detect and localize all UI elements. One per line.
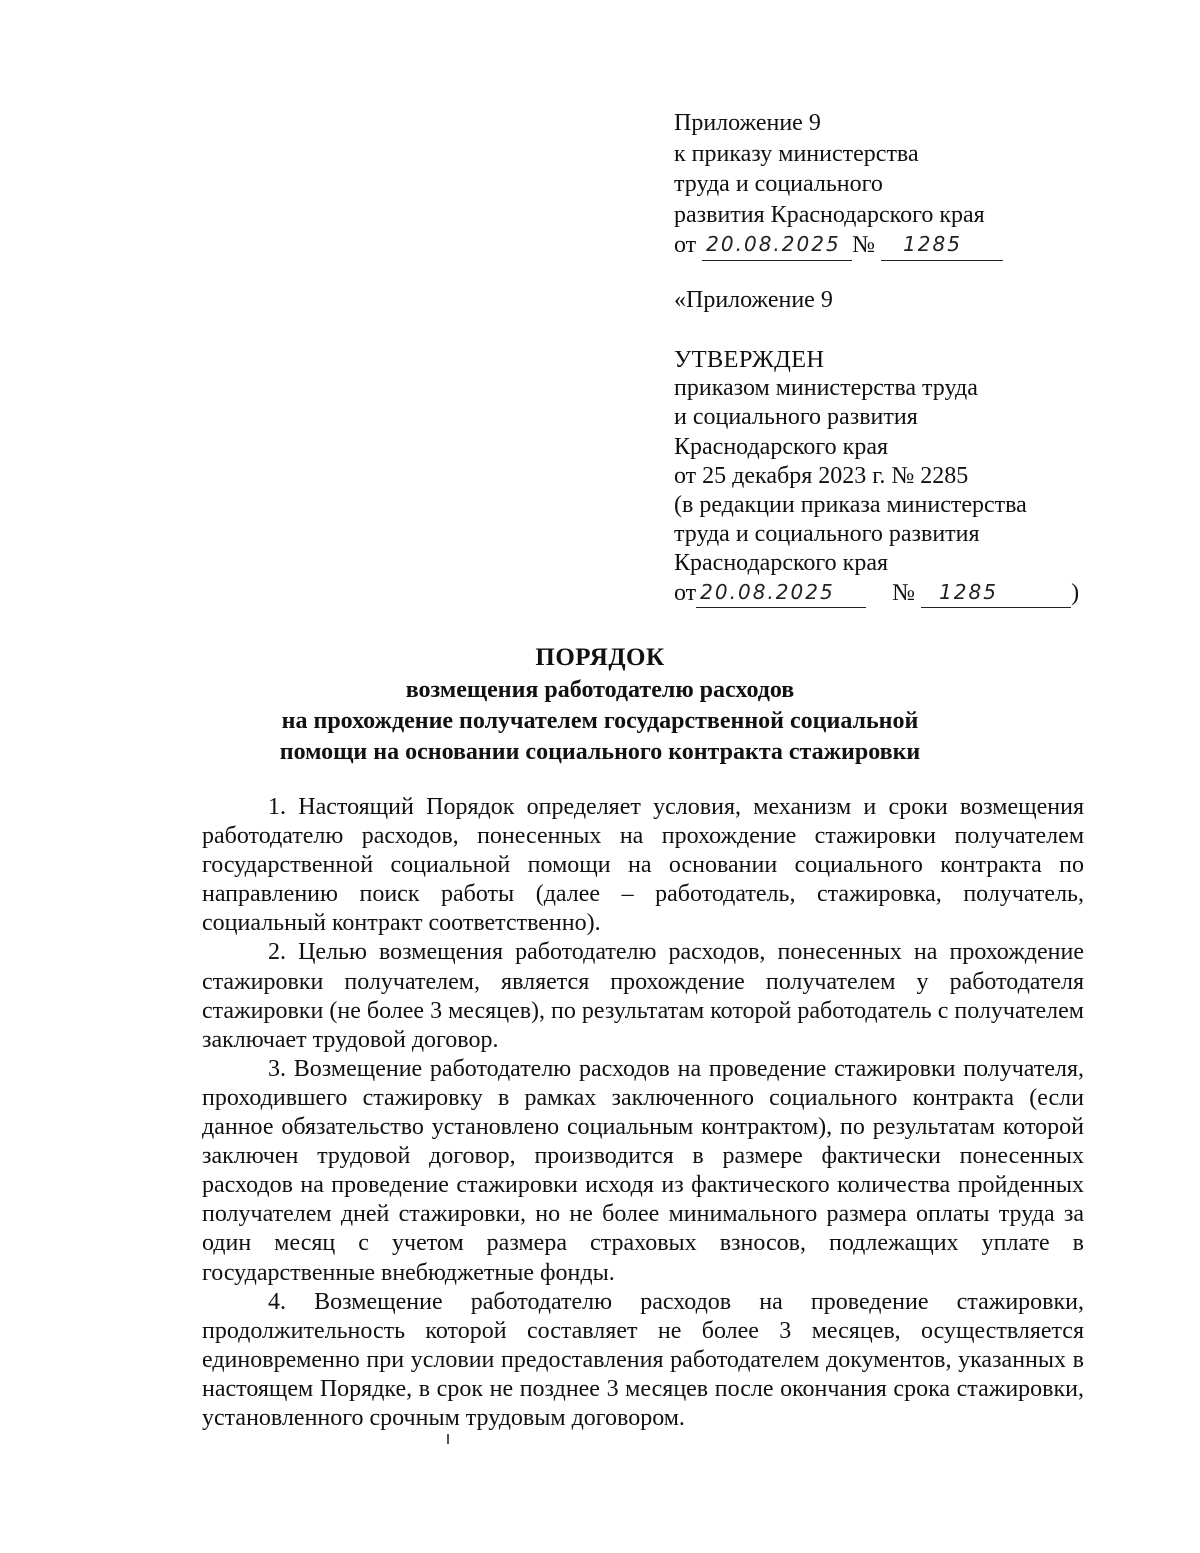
quoted-appendix: «Приложение 9 <box>674 287 833 313</box>
scan-speck <box>447 1434 449 1444</box>
number-sign: № <box>852 232 876 258</box>
document-subtitle-line3: помощи на основании социального контракта стажировки <box>279 739 921 765</box>
document-subtitle-line2: на прохождение получателем государственной социальной <box>281 708 919 734</box>
appendix-date-number <box>674 230 1094 261</box>
approval-line: и социального развития <box>674 404 918 431</box>
appendix-ministry-line1: труда и социального <box>674 171 883 197</box>
approval-line: (в редакции приказа министерства <box>674 492 1027 519</box>
paragraph-3: 3. Возмещение работодателю расходов на проведение стажировки получателя, проходившего стажировку в рамках заключенного социального контракта (если данное обязательство установлено социальным контрактом), по результатам которой заключен трудовой договор, производится в размере фактически понесенных расходов на проведение стажировки исходя из фактического количества пройденных получателем дней стажировки, но не более минимального размера оплаты труда за один месяц с учетом размера страховых взносов, подлежащих уплате в государственные внебюджетные фонды. <box>202 1055 1084 1286</box>
document-subtitle-line1: возмещения работодателю расходов <box>405 677 795 703</box>
approval-number-sign: № <box>892 579 916 606</box>
approval-line: труда и социального развития <box>674 521 980 548</box>
handwritten-number: 1285 <box>903 232 962 256</box>
approval-line: Краснодарского края <box>674 433 889 460</box>
date-prefix: от <box>674 232 697 258</box>
approval-line: Краснодарского края <box>674 550 889 577</box>
document-title-block <box>0 641 1200 768</box>
approval-date-number <box>674 579 1114 608</box>
number-fill-line <box>881 232 1003 261</box>
paragraph-4: 4. Возмещение работодателю расходов на проведение стажировки, продолжительность которой составляет не более 3 месяцев, осуществляется единовременно при условии предоставления работодателем документов, указанных в настоящем Порядке, в срок не позднее 3 месяцев после окончания срока стажировки, установленного срочным трудовым договором. <box>202 1288 1084 1431</box>
approval-close-paren: ) <box>1071 579 1080 606</box>
paragraph-1: 1. Настоящий Порядок определяет условия, механизм и сроки возмещения работодателю расходов, понесенных на прохождение стажировки получателем государственной социальной помощи на основании социального контракта по направлению поиск работы (далее – работодатель, стажировка, получатель, социальный контракт соответственно). <box>202 794 1084 937</box>
approved-stamp-text: УТВЕРЖДЕН <box>674 346 825 373</box>
handwritten-date: 20.08.2025 <box>706 232 841 256</box>
approval-line: приказом министерства труда <box>674 375 978 402</box>
approval-number-fill-line <box>921 579 1071 608</box>
appendix-title: Приложение 9 <box>674 110 821 136</box>
document-title: ПОРЯДОК <box>535 644 665 671</box>
document-body <box>202 793 1084 1433</box>
paragraph-2: 2. Целью возмещения работодателю расходов, понесенных на прохождение стажировки получателем, является прохождение получателем у работодателя стажировки (не более 3 месяцев), по результатам которой работодатель с получателем заключает трудовой договор. <box>202 939 1084 1053</box>
approval-line: от 25 декабря 2023 г. № 2285 <box>674 462 969 489</box>
approval-date-fill-line <box>696 579 866 608</box>
approval-date-prefix: от <box>674 579 697 606</box>
appendix-ministry-line2: развития Краснодарского края <box>674 201 985 228</box>
approval-handwritten-date: 20.08.2025 <box>700 579 835 604</box>
approval-handwritten-number: 1285 <box>939 579 998 604</box>
approval-block <box>674 345 1114 608</box>
appendix-header <box>674 108 1094 261</box>
appendix-to-order: к приказу министерства <box>674 140 919 167</box>
date-fill-line <box>702 232 852 261</box>
